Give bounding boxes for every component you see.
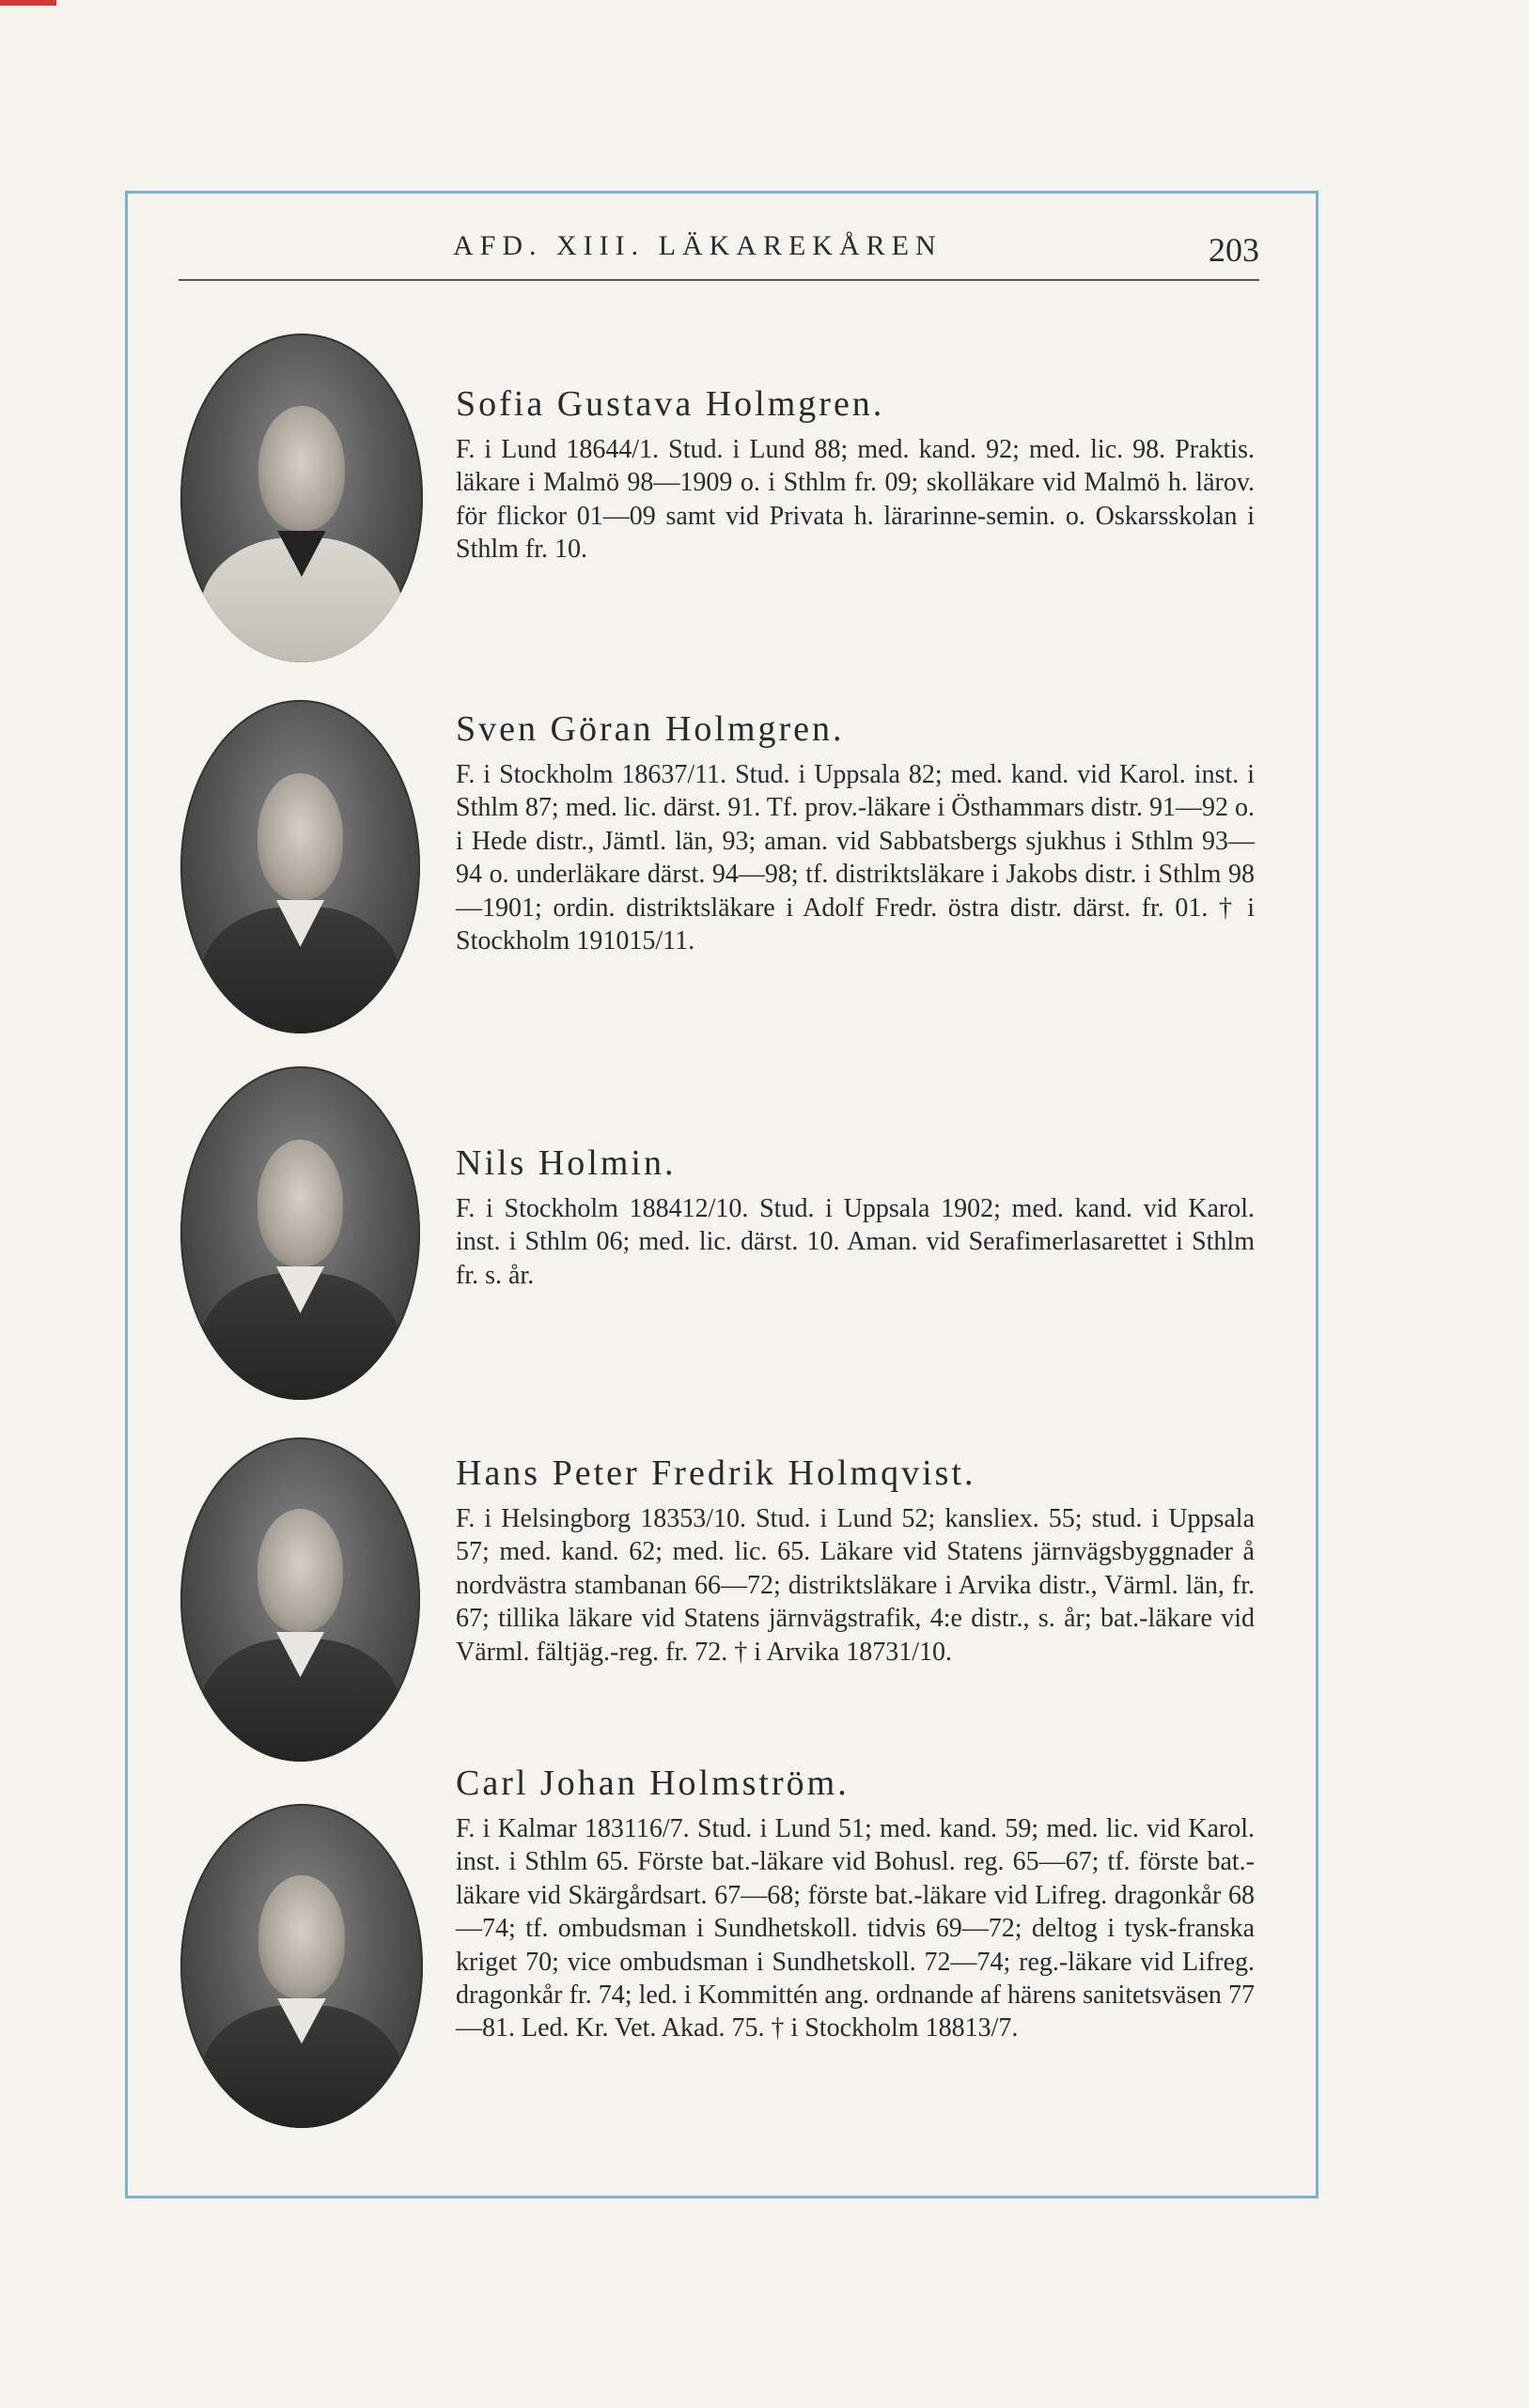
portrait-woman-icon	[180, 334, 423, 662]
person-biography: F. i Lund 18644/1. Stud. i Lund 88; med. kand. 92; med. lic. 98. Praktis. läkare i Malmö 98—1909 o. i Sthlm fr. 09; skolläkare vid Malmö h. lärov. för flickor 01—09 samt vid Privata h. lärarinne-semin. o. Oskarsskolan i Sthlm fr. 10.	[456, 435, 1255, 565]
person-name: Nils Holmin.	[456, 1143, 677, 1183]
portrait-man-bearded-icon	[180, 1804, 423, 2128]
running-header	[179, 230, 1259, 281]
person-biography: F. i Stockholm 188412/10. Stud. i Uppsala 1902; med. kand. vid Karol. inst. i Sthlm 06; med. lic. därst. 10. Aman. vid Serafimerlasarettet i Sthlm fr. s. år.	[456, 1194, 1255, 1290]
portrait-man-icon	[180, 700, 420, 1033]
person-name: Sven Göran Holmgren.	[456, 709, 845, 749]
person-biography: F. i Stockholm 18637/11. Stud. i Uppsala 82; med. kand. vid Karol. inst. i Sthlm 87; med. lic. därst. 91. Tf. prov.-läkare i Östhammars distr. 91—92 o. i Hede distr., Jämtl. län, 93; aman. vid Sabbatsbergs sjukhus i Sthlm 93—94 o. underläkare därst. 94—98; tf. distriktsläkare i Jakobs distr. i Sthlm 98—1901; ordin. distriktsläkare i Adolf Fredr. östra distr. därst. fr. 01. † i Stockholm 191015/11.	[456, 760, 1255, 956]
person-name: Carl Johan Holmström.	[456, 1763, 850, 1803]
portrait-man-icon	[180, 1066, 420, 1400]
page-edge-mark	[0, 0, 56, 6]
portrait-man-icon	[180, 1437, 420, 1762]
page-number: 203	[1209, 231, 1259, 269]
section-title: AFD. XIII. LÄKAREKÅREN	[453, 230, 943, 261]
person-name: Hans Peter Fredrik Holmqvist.	[456, 1453, 976, 1493]
person-name: Sofia Gustava Holmgren.	[456, 384, 885, 424]
person-biography: F. i Kalmar 183116/7. Stud. i Lund 51; med. kand. 59; med. lic. vid Karol. inst. i Sthlm 65. Förste bat.-läkare vid Bohusl. reg. 65—67; tf. förste bat.-läkare vid Skärgårdsart. 67—68; förste bat.-läkare vid Lifreg. dragonkår 68—74; tf. ombudsman i Sundhetskoll. tidvis 69—72; deltog i tysk-franska kriget 70; vice ombudsman i Sundhetskoll. 72—74; reg.-läkare vid Lifreg. dragonkår fr. 74; led. i Kommittén ang. ordnande af härens sanitetsväsen 77—81. Led. Kr. Vet. Akad. 75. † i Stockholm 18813/7.	[456, 1814, 1255, 2043]
person-biography: F. i Helsingborg 18353/10. Stud. i Lund 52; kansliex. 55; stud. i Uppsala 57; med. kand. 62; med. lic. 65. Läkare vid Statens järnvägsbyggnader å nordvästra stambanan 66—72; distriktsläkare i Arvika distr., Värml. län, fr. 67; tillika läkare vid Statens järnvägstrafik, 4:e distr., s. år; bat.-läkare vid Värml. fältjäg.-reg. fr. 72. † i Arvika 18731/10.	[456, 1504, 1255, 1667]
